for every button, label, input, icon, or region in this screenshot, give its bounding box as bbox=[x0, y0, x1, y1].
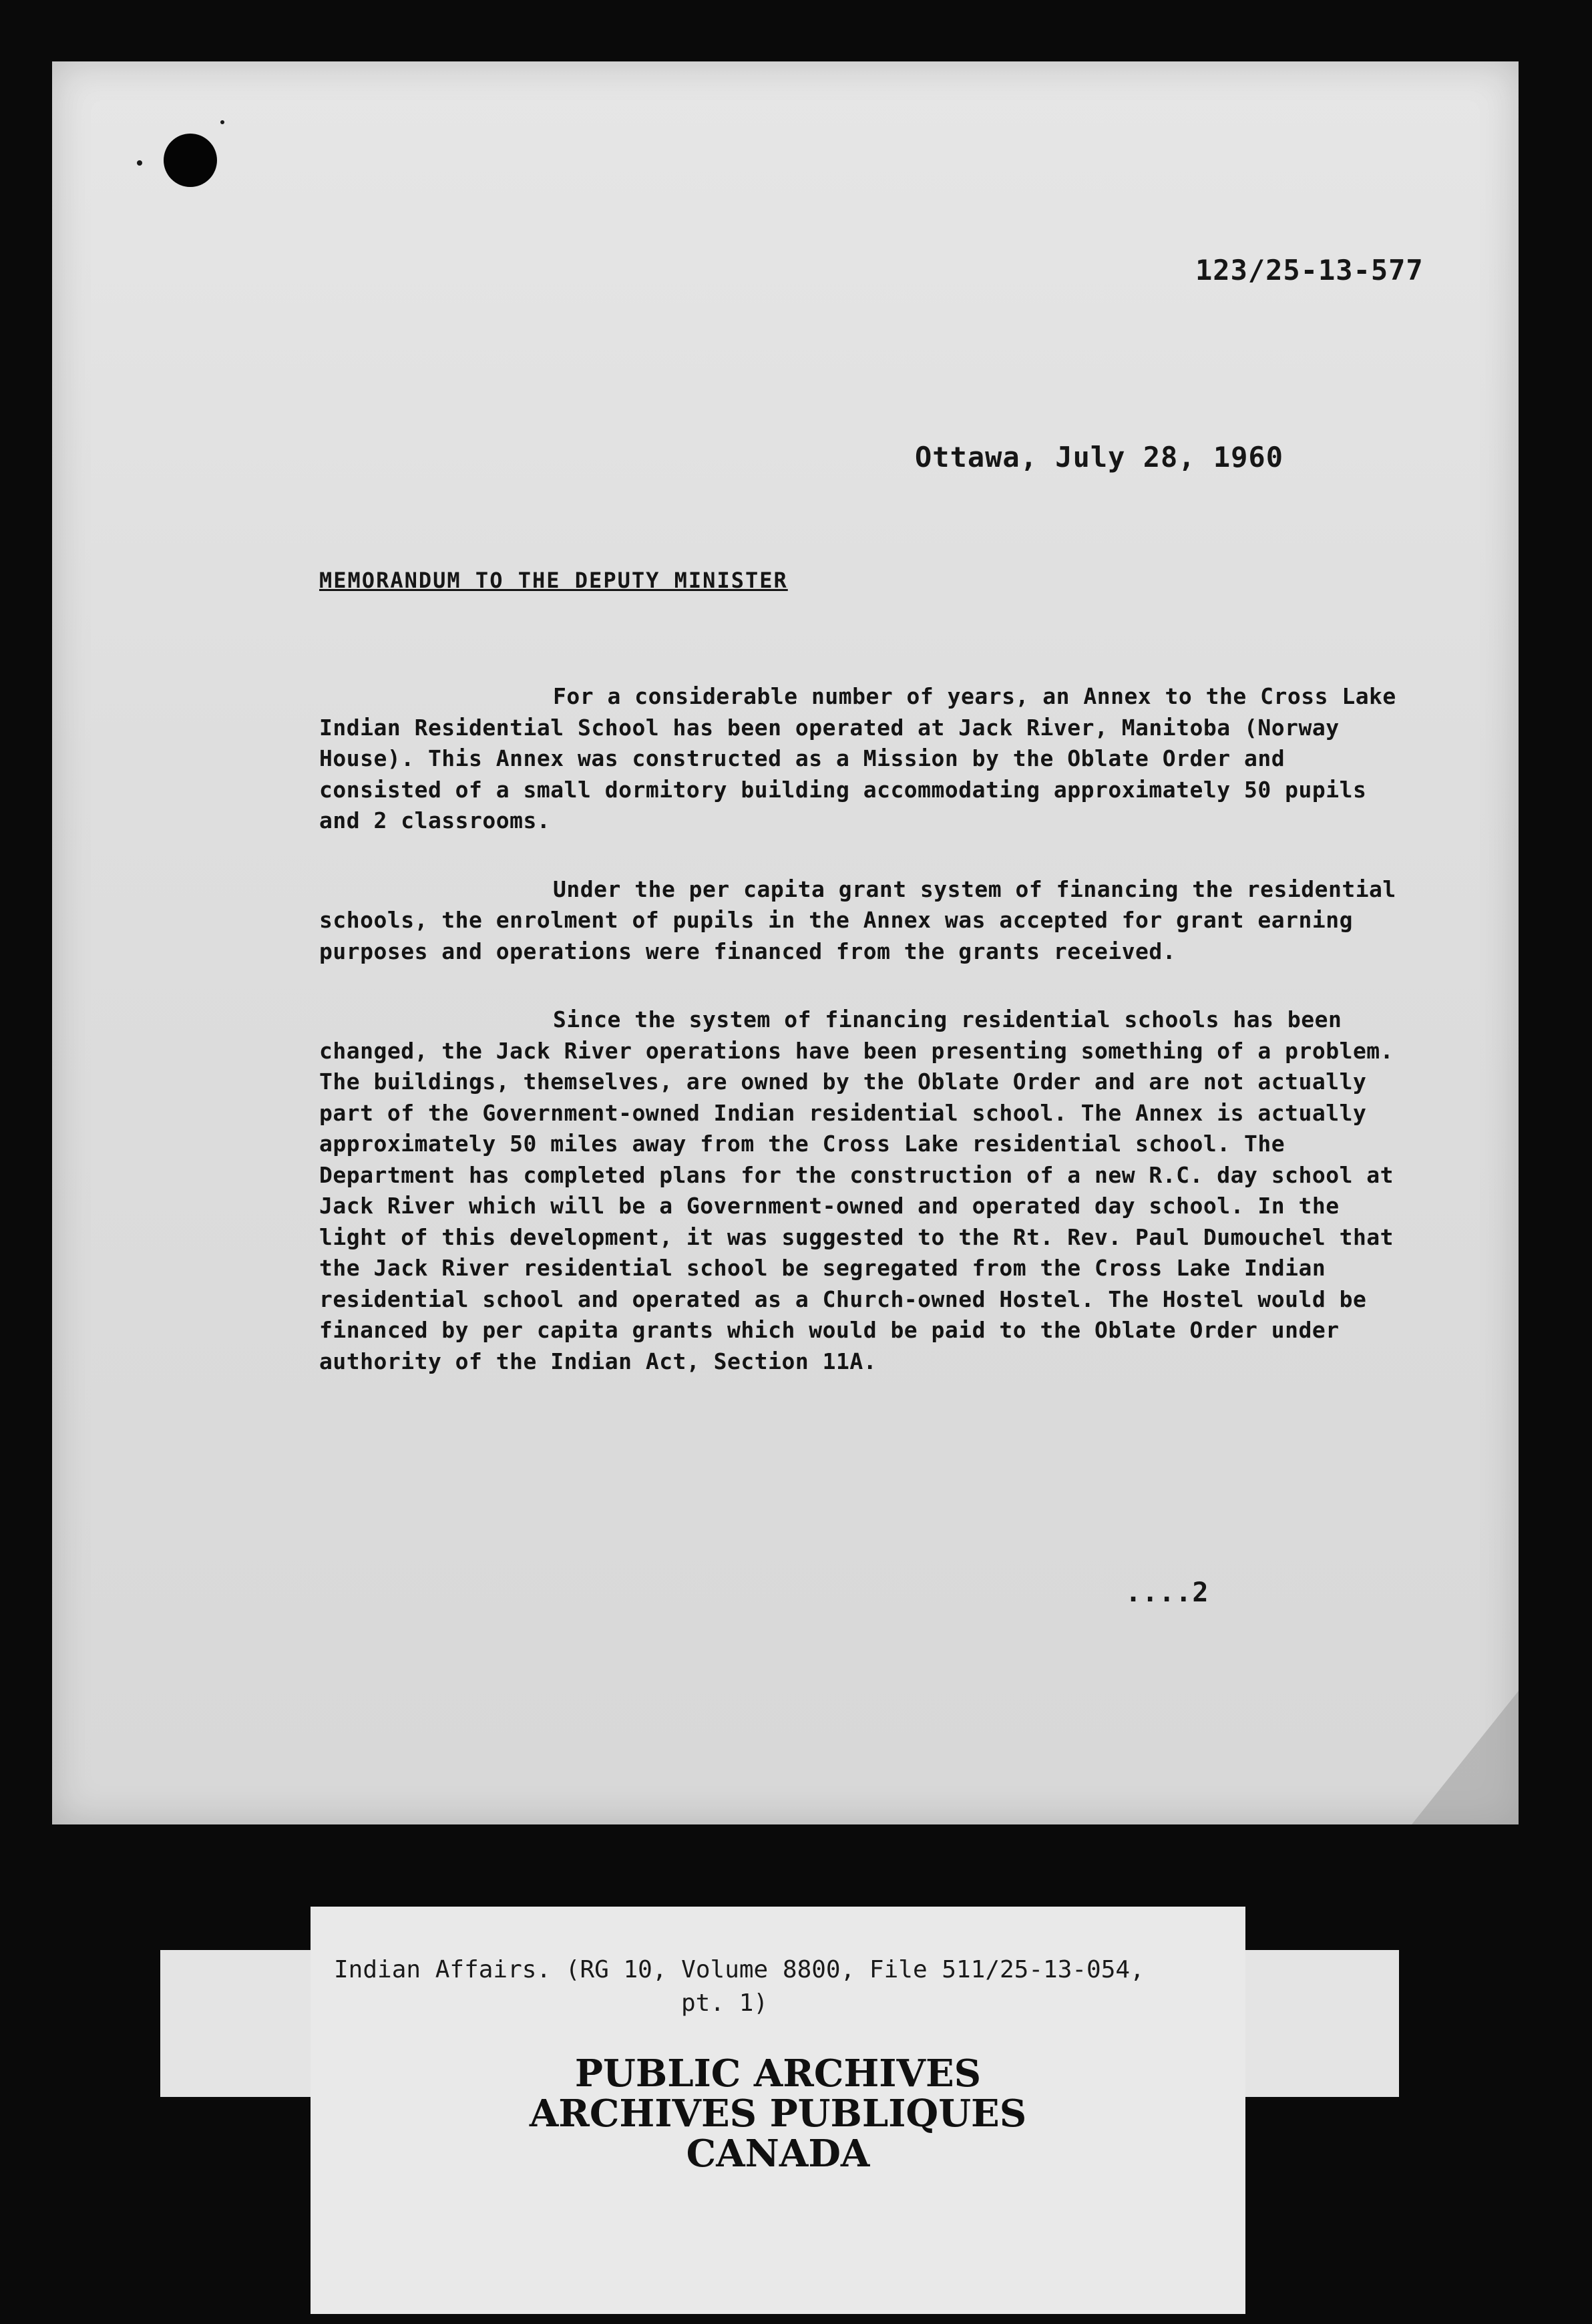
memo-body bbox=[319, 681, 1414, 1414]
paragraph: Since the system of financing residential schools has been changed, the Jack River operations have been presenting something of a problem. The buildings, themselves, are owned by the Oblate Order and are not actually part of the Government-owned Indian residential school. The Annex is actually approximately 50 miles away from the Cross Lake residential school. The Department has completed plans for the construction of a new R.C. day school at Jack River which will be a Government-owned and operated day school. In the light of this development, it was suggested to the Rt. Rev. Paul Dumouchel that the Jack River residential school be segregated from the Cross Lake Indian residential school and operated as a Church-owned Hostel. The Hostel would be financed by per capita grants which would be paid to the Oblate Order under authority of the Indian Act, Section 11A. bbox=[319, 1006, 1394, 1374]
ink-speck bbox=[220, 120, 224, 124]
stamp-line: CANADA bbox=[686, 2132, 870, 2176]
citation-text bbox=[334, 1953, 1229, 2020]
stamp-line: PUBLIC ARCHIVES bbox=[574, 2052, 982, 2096]
page-corner-fold bbox=[1412, 1691, 1519, 1824]
memo-title: MEMORANDUM TO THE DEPUTY MINISTER bbox=[319, 568, 788, 593]
punch-hole bbox=[164, 134, 217, 187]
citation-card-tab bbox=[1239, 1950, 1399, 2097]
stamp-line: ARCHIVES PUBLIQUES bbox=[529, 2092, 1027, 2136]
paragraph: Under the per capita grant system of financing the residential schools, the enrolment of pupils in the Annex was accepted for grant earning purposes and operations were financed from the grants received. bbox=[319, 876, 1396, 964]
ink-speck bbox=[137, 160, 142, 166]
date-line: Ottawa, July 28, 1960 bbox=[915, 441, 1284, 473]
page-continuation-marker: ....2 bbox=[1125, 1577, 1209, 1608]
file-number: 123/25-13-577 bbox=[1195, 254, 1424, 286]
citation-line: pt. 1) bbox=[681, 1989, 769, 2017]
paragraph: For a considerable number of years, an Annex to the Cross Lake Indian Residential School has been operated at Jack River, Manitoba (Norway House). This Annex was constructed as a Mission by the Oblate Order and consisted of a small dormitory building accommodating approximately 50 pupils and 2 classrooms. bbox=[319, 683, 1396, 833]
citation-card-tab bbox=[160, 1950, 321, 2097]
citation-line: Indian Affairs. (RG 10, Volume 8800, File 511/25-13-054, bbox=[334, 1956, 1145, 1983]
archives-stamp bbox=[311, 2054, 1245, 2174]
